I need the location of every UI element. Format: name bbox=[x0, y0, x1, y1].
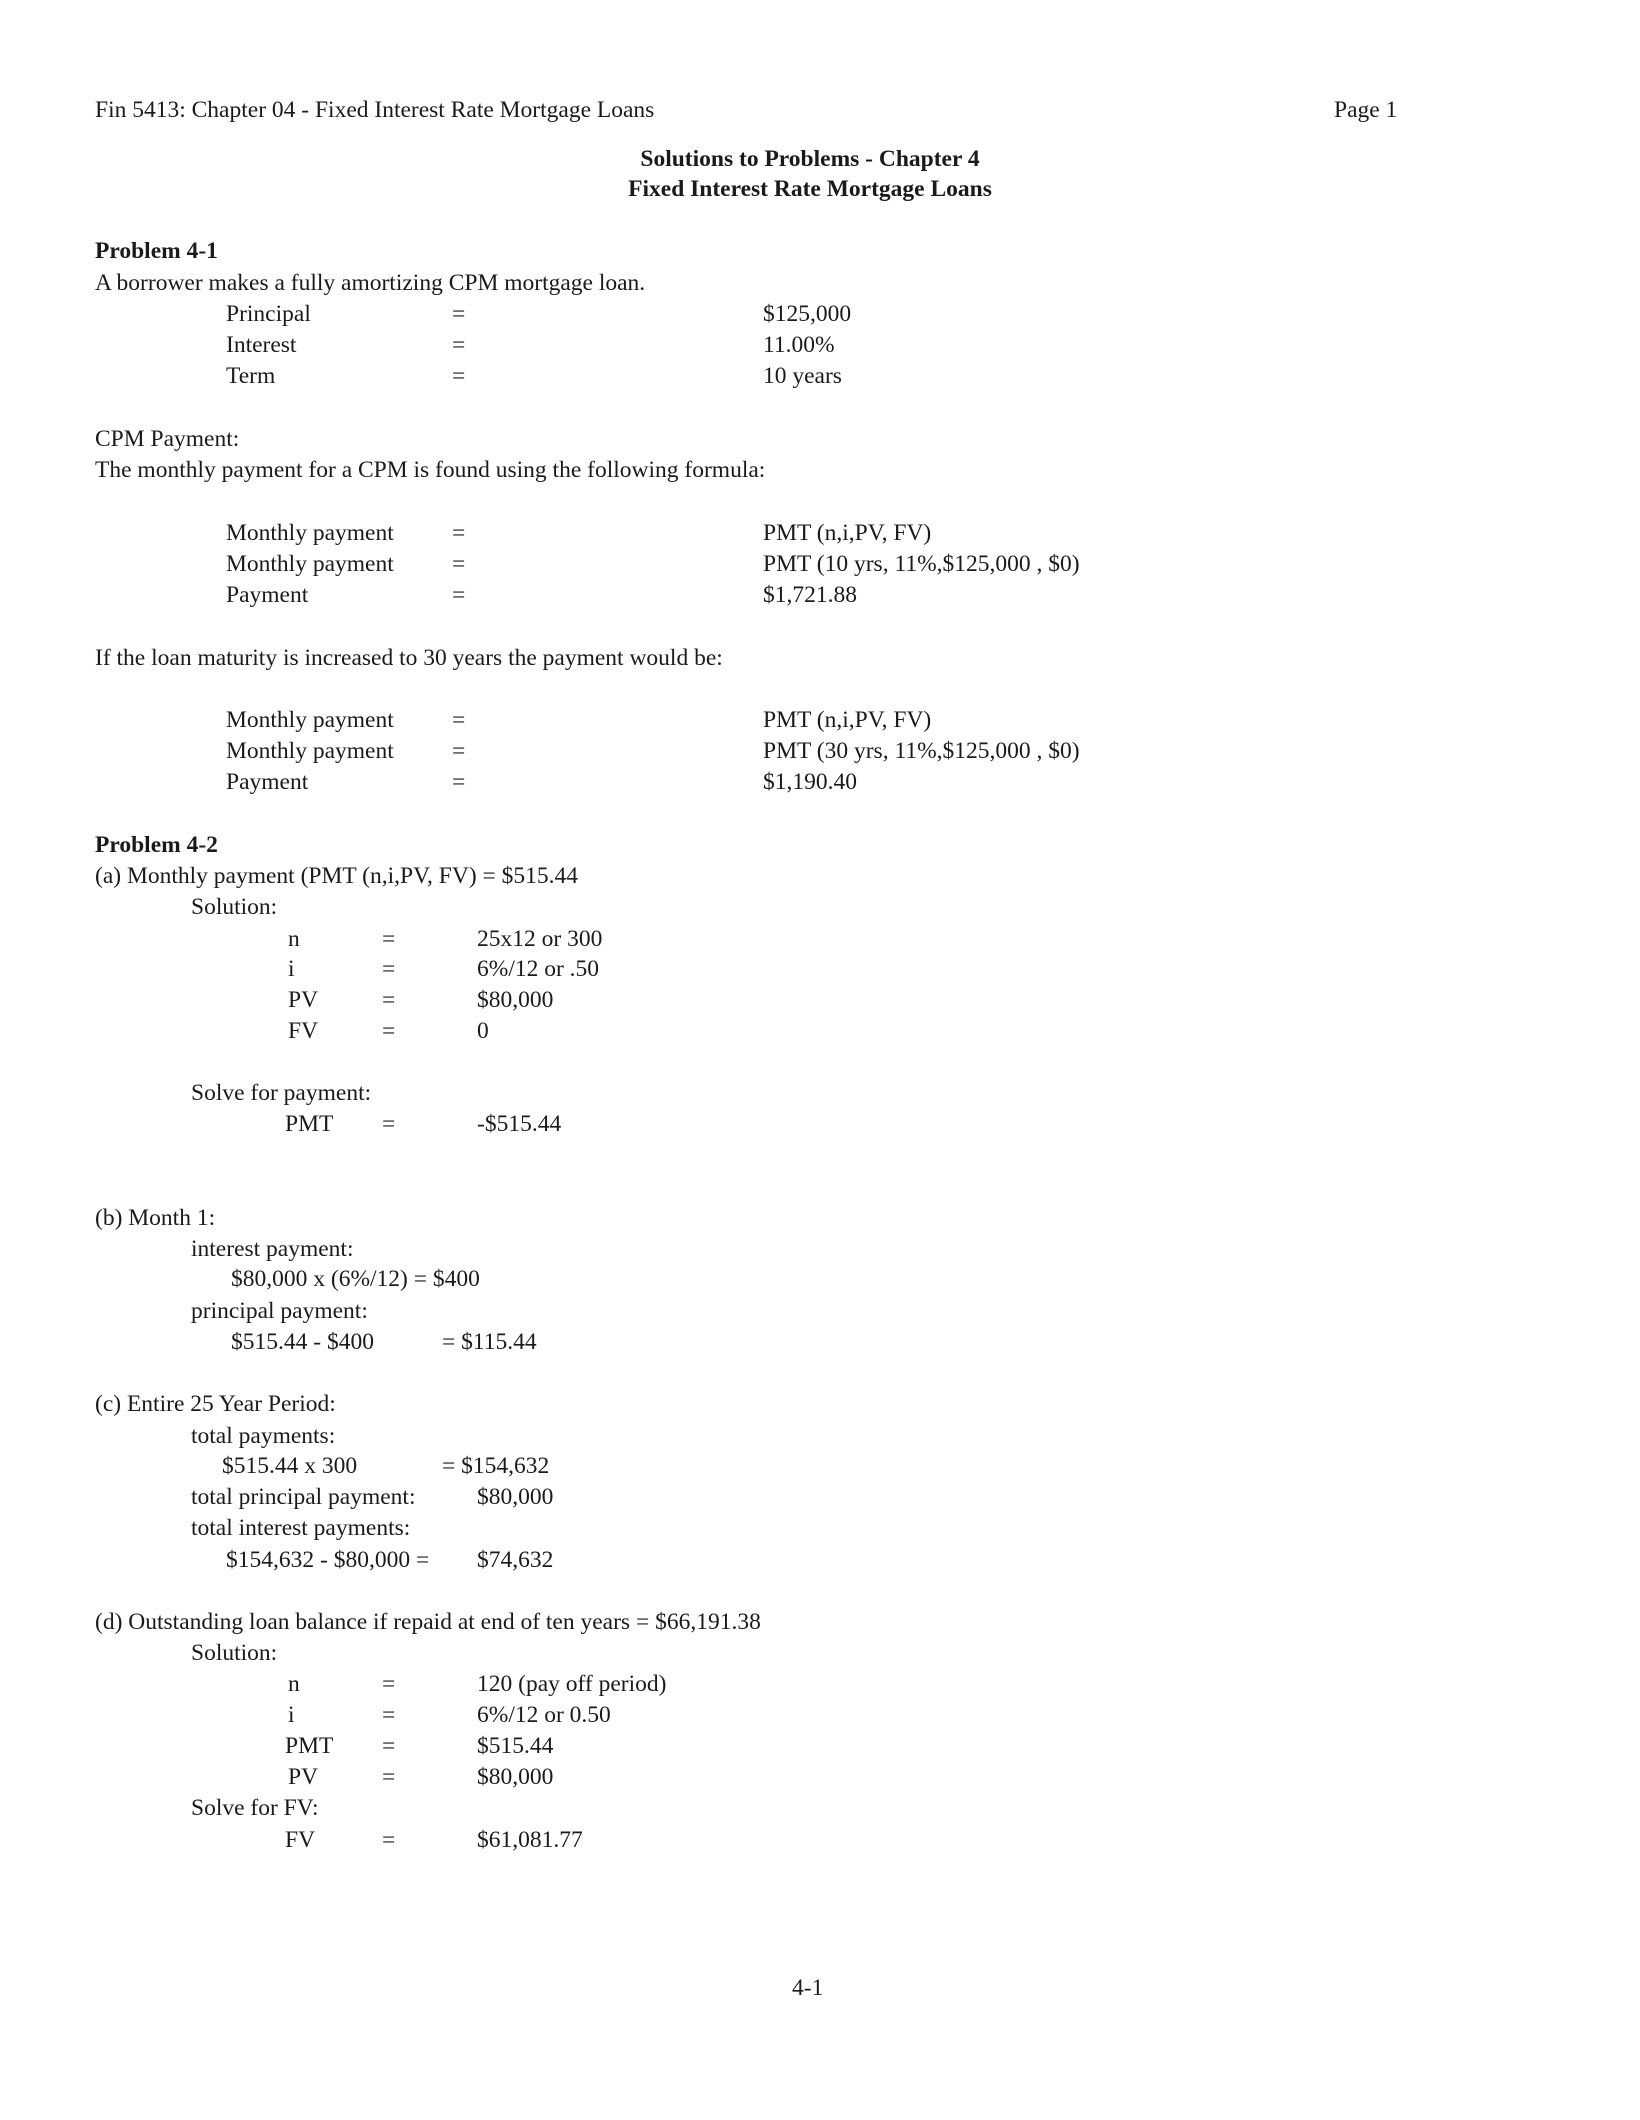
calc-label: Monthly payment bbox=[226, 707, 394, 733]
total-principal-value: $80,000 bbox=[477, 1484, 554, 1510]
var-value: -$515.44 bbox=[477, 1111, 562, 1137]
part-c-line: (c) Entire 25 Year Period: bbox=[95, 1391, 336, 1417]
equals-sign: = bbox=[452, 707, 466, 733]
term-value: 10 years bbox=[763, 363, 842, 389]
var-label: i bbox=[288, 956, 295, 982]
total-payments-calc: $515.44 x 300 bbox=[222, 1453, 358, 1479]
total-principal-label: total principal payment: bbox=[191, 1484, 416, 1510]
calc-label: Monthly payment bbox=[226, 551, 394, 577]
part-a-solution-label: Solution: bbox=[191, 894, 278, 920]
calc-value: PMT (n,i,PV, FV) bbox=[763, 707, 932, 733]
interest-payment-label: interest payment: bbox=[191, 1236, 354, 1262]
term-label: Principal bbox=[226, 301, 311, 327]
equals-sign: = bbox=[382, 956, 396, 982]
equals-sign: = bbox=[382, 1671, 396, 1697]
var-label: PMT bbox=[285, 1733, 334, 1759]
var-label: n bbox=[288, 1671, 300, 1697]
total-interest-value: $74,632 bbox=[477, 1547, 554, 1573]
solve-for-fv: Solve for FV: bbox=[191, 1795, 319, 1821]
solve-for-payment: Solve for payment: bbox=[191, 1080, 372, 1106]
course-header: Fin 5413: Chapter 04 - Fixed Interest Rate Mortgage Loans bbox=[95, 97, 655, 123]
equals-sign: = bbox=[382, 1702, 396, 1728]
var-value: $80,000 bbox=[477, 1764, 554, 1790]
var-label: PMT bbox=[285, 1111, 334, 1137]
equals-sign: = bbox=[452, 738, 466, 764]
var-label: PV bbox=[288, 1764, 319, 1790]
var-value: $515.44 bbox=[477, 1733, 554, 1759]
var-label: i bbox=[288, 1702, 295, 1728]
term-value: $125,000 bbox=[763, 301, 852, 327]
total-interest-calc: $154,632 - $80,000 = bbox=[226, 1547, 430, 1573]
calc-value: PMT (n,i,PV, FV) bbox=[763, 520, 932, 546]
equals-sign: = bbox=[452, 520, 466, 546]
doc-title: Solutions to Problems - Chapter 4 bbox=[640, 146, 980, 172]
doc-subtitle: Fixed Interest Rate Mortgage Loans bbox=[628, 176, 992, 202]
calc-value: $1,721.88 bbox=[763, 582, 857, 608]
interest-payment-calc: $80,000 x (6%/12) = $400 bbox=[231, 1266, 480, 1292]
principal-payment-result: = $115.44 bbox=[442, 1329, 537, 1355]
calc-label: Payment bbox=[226, 769, 309, 795]
var-value: $61,081.77 bbox=[477, 1827, 583, 1853]
var-value: $80,000 bbox=[477, 987, 554, 1013]
equals-sign: = bbox=[452, 301, 466, 327]
principal-payment-calc: $515.44 - $400 bbox=[231, 1329, 374, 1355]
var-value: 120 (pay off period) bbox=[477, 1671, 667, 1697]
page-label: Page 1 bbox=[1334, 97, 1398, 123]
var-value: 25x12 or 300 bbox=[477, 926, 603, 952]
calc-value: PMT (30 yrs, 11%,$125,000 , $0) bbox=[763, 738, 1080, 764]
total-interest-label: total interest payments: bbox=[191, 1515, 411, 1541]
total-payments-result: = $154,632 bbox=[442, 1453, 550, 1479]
problem-4-1-intro: A borrower makes a fully amortizing CPM mortgage loan. bbox=[95, 270, 646, 296]
cpm-heading: CPM Payment: bbox=[95, 426, 240, 452]
problem-4-2-heading: Problem 4-2 bbox=[95, 832, 218, 858]
term-value: 11.00% bbox=[763, 332, 835, 358]
var-value: 6%/12 or 0.50 bbox=[477, 1702, 611, 1728]
equals-sign: = bbox=[382, 1764, 396, 1790]
part-a-line: (a) Monthly payment (PMT (n,i,PV, FV) = $515.44 bbox=[95, 863, 579, 889]
equals-sign: = bbox=[382, 1827, 396, 1853]
equals-sign: = bbox=[382, 1733, 396, 1759]
var-value: 6%/12 or .50 bbox=[477, 956, 600, 982]
equals-sign: = bbox=[452, 582, 466, 608]
maturity-text: If the loan maturity is increased to 30 years the payment would be: bbox=[95, 645, 723, 671]
calc-label: Payment bbox=[226, 582, 309, 608]
calc-label: Monthly payment bbox=[226, 520, 394, 546]
total-payments-label: total payments: bbox=[191, 1423, 336, 1449]
equals-sign: = bbox=[452, 332, 466, 358]
equals-sign: = bbox=[382, 1111, 396, 1137]
var-label: PV bbox=[288, 987, 319, 1013]
var-label: FV bbox=[288, 1018, 319, 1044]
equals-sign: = bbox=[382, 987, 396, 1013]
term-label: Interest bbox=[226, 332, 297, 358]
part-d-line: (d) Outstanding loan balance if repaid at end of ten years = $66,191.38 bbox=[95, 1609, 761, 1635]
part-d-solution-label: Solution: bbox=[191, 1640, 278, 1666]
part-b-line: (b) Month 1: bbox=[95, 1205, 216, 1231]
problem-4-1-heading: Problem 4-1 bbox=[95, 238, 218, 264]
principal-payment-label: principal payment: bbox=[191, 1298, 368, 1324]
calc-label: Monthly payment bbox=[226, 738, 394, 764]
var-value: 0 bbox=[477, 1018, 489, 1044]
calc-value: $1,190.40 bbox=[763, 769, 857, 795]
cpm-text: The monthly payment for a CPM is found using the following formula: bbox=[95, 457, 766, 483]
term-label: Term bbox=[226, 363, 276, 389]
var-label: n bbox=[288, 926, 300, 952]
equals-sign: = bbox=[382, 926, 396, 952]
page-number: 4-1 bbox=[792, 1975, 824, 2001]
equals-sign: = bbox=[452, 551, 466, 577]
calc-value: PMT (10 yrs, 11%,$125,000 , $0) bbox=[763, 551, 1080, 577]
equals-sign: = bbox=[452, 363, 466, 389]
equals-sign: = bbox=[452, 769, 466, 795]
var-label: FV bbox=[285, 1827, 316, 1853]
equals-sign: = bbox=[382, 1018, 396, 1044]
